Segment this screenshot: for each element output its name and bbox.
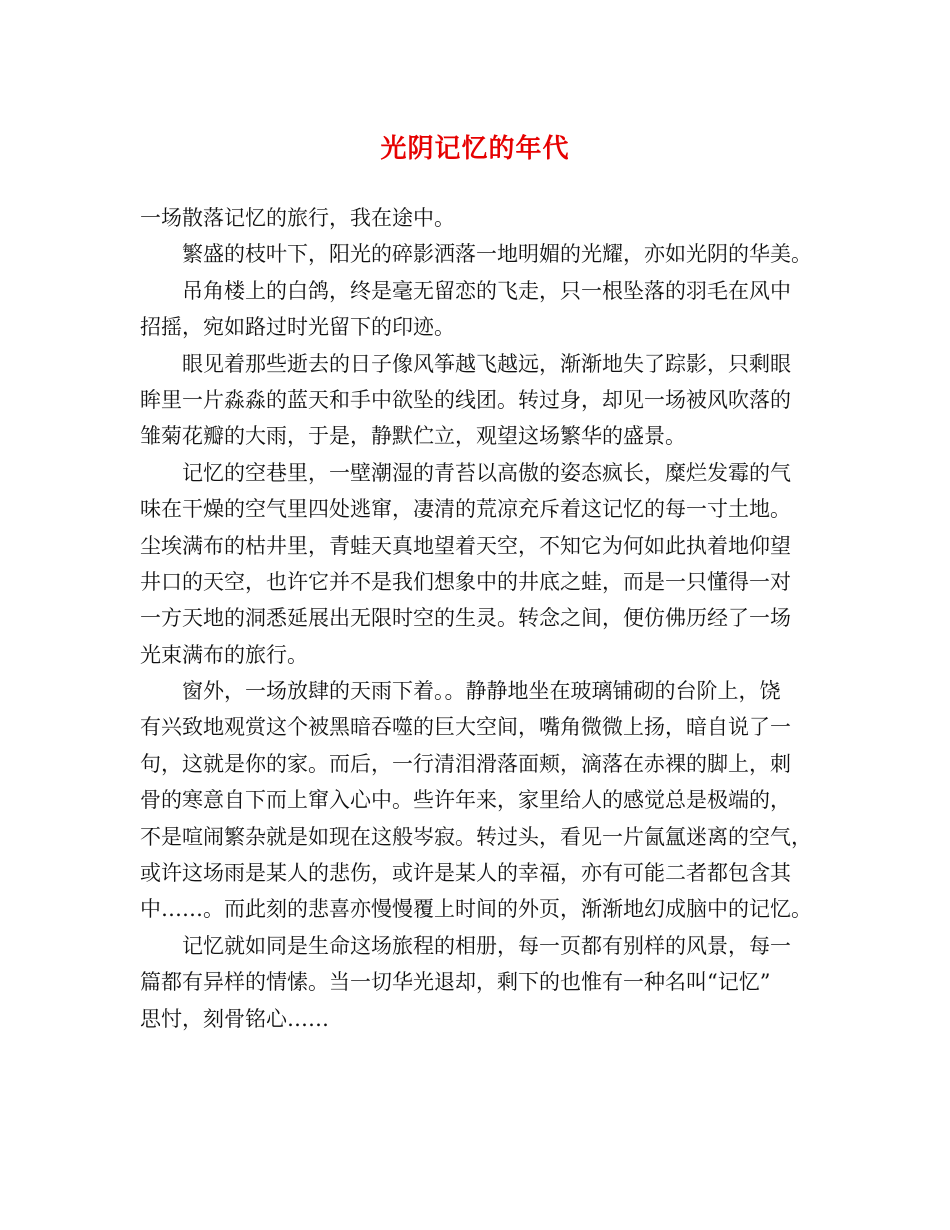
text-line: 中……。而此刻的悲喜亦慢慢覆上时间的外页，渐渐地幻成脑中的记忆。 — [140, 897, 812, 922]
text-line: 有兴致地观赏这个被黑暗吞噬的巨大空间，嘴角微微上扬，暗自说了一 — [140, 715, 791, 740]
document-title: 光阴记忆的年代 — [380, 134, 570, 164]
text-line: 味在干燥的空气里四处逃窜，凄清的荒凉充斥着这记忆的每一寸土地。 — [140, 497, 791, 522]
text-line: 思忖，刻骨铭心…… — [140, 1006, 329, 1031]
text-line: 尘埃满布的枯井里，青蛙天真地望着天空，不知它为何如此执着地仰望 — [140, 533, 791, 558]
text-line: 窗外，一场放肆的天雨下着。。静静地坐在玻璃铺砌的台阶上，饶 — [182, 679, 781, 704]
text-line: 一场散落记忆的旅行，我在途中。 — [140, 206, 455, 230]
text-line: 记忆的空巷里，一壁潮湿的青苔以高傲的姿态疯长，糜烂发霉的气 — [182, 460, 791, 485]
text-line: 招摇，宛如路过时光留下的印迹。 — [140, 315, 455, 340]
text-line: 句，这就是你的家。而后，一行清泪滑落面颊，滴落在赤裸的脚上，刺 — [140, 751, 791, 776]
text-line: 眼见着那些逝去的日子像风筝越飞越远，渐渐地失了踪影，只剩眼 — [182, 351, 791, 376]
text-line: 吊角楼上的白鸽，终是毫无留恋的飞走，只一根坠落的羽毛在风中 — [182, 278, 791, 303]
text-line: 篇都有异样的情愫。当一切华光退却，剩下的也惟有一种名叫“记忆” — [140, 970, 771, 995]
text-line: 骨的寒意自下而上窜入心中。些许年来，家里给人的感觉总是极端的， — [140, 788, 791, 813]
text-line: 繁盛的枝叶下，阳光的碎影洒落一地明媚的光耀，亦如光阴的华美。 — [182, 242, 812, 267]
text-line: 光束满布的旅行。 — [140, 642, 308, 667]
text-line: 不是喧闹繁杂就是如现在这般岑寂。转过头，看见一片氤氲迷离的空气， — [140, 824, 812, 849]
text-line: 眸里一片淼淼的蓝天和手中欲坠的线团。转过身，却见一场被风吹落的 — [140, 387, 791, 412]
text-line: 雏菊花瓣的大雨，于是，静默伫立，观望这场繁华的盛景。 — [140, 424, 686, 449]
text-line: 或许这场雨是某人的悲伤，或许是某人的幸福，亦有可能二者都包含其 — [140, 861, 791, 886]
text-line: 一方天地的洞悉延展出无限时空的生灵。转念之间，便仿佛历经了一场 — [140, 606, 791, 631]
text-line: 井口的天空，也许它并不是我们想象中的井底之蛙，而是一只懂得一对 — [140, 569, 791, 594]
document-body — [140, 200, 830, 1037]
text-line: 记忆就如同是生命这场旅程的相册，每一页都有别样的风景，每一 — [182, 933, 791, 958]
